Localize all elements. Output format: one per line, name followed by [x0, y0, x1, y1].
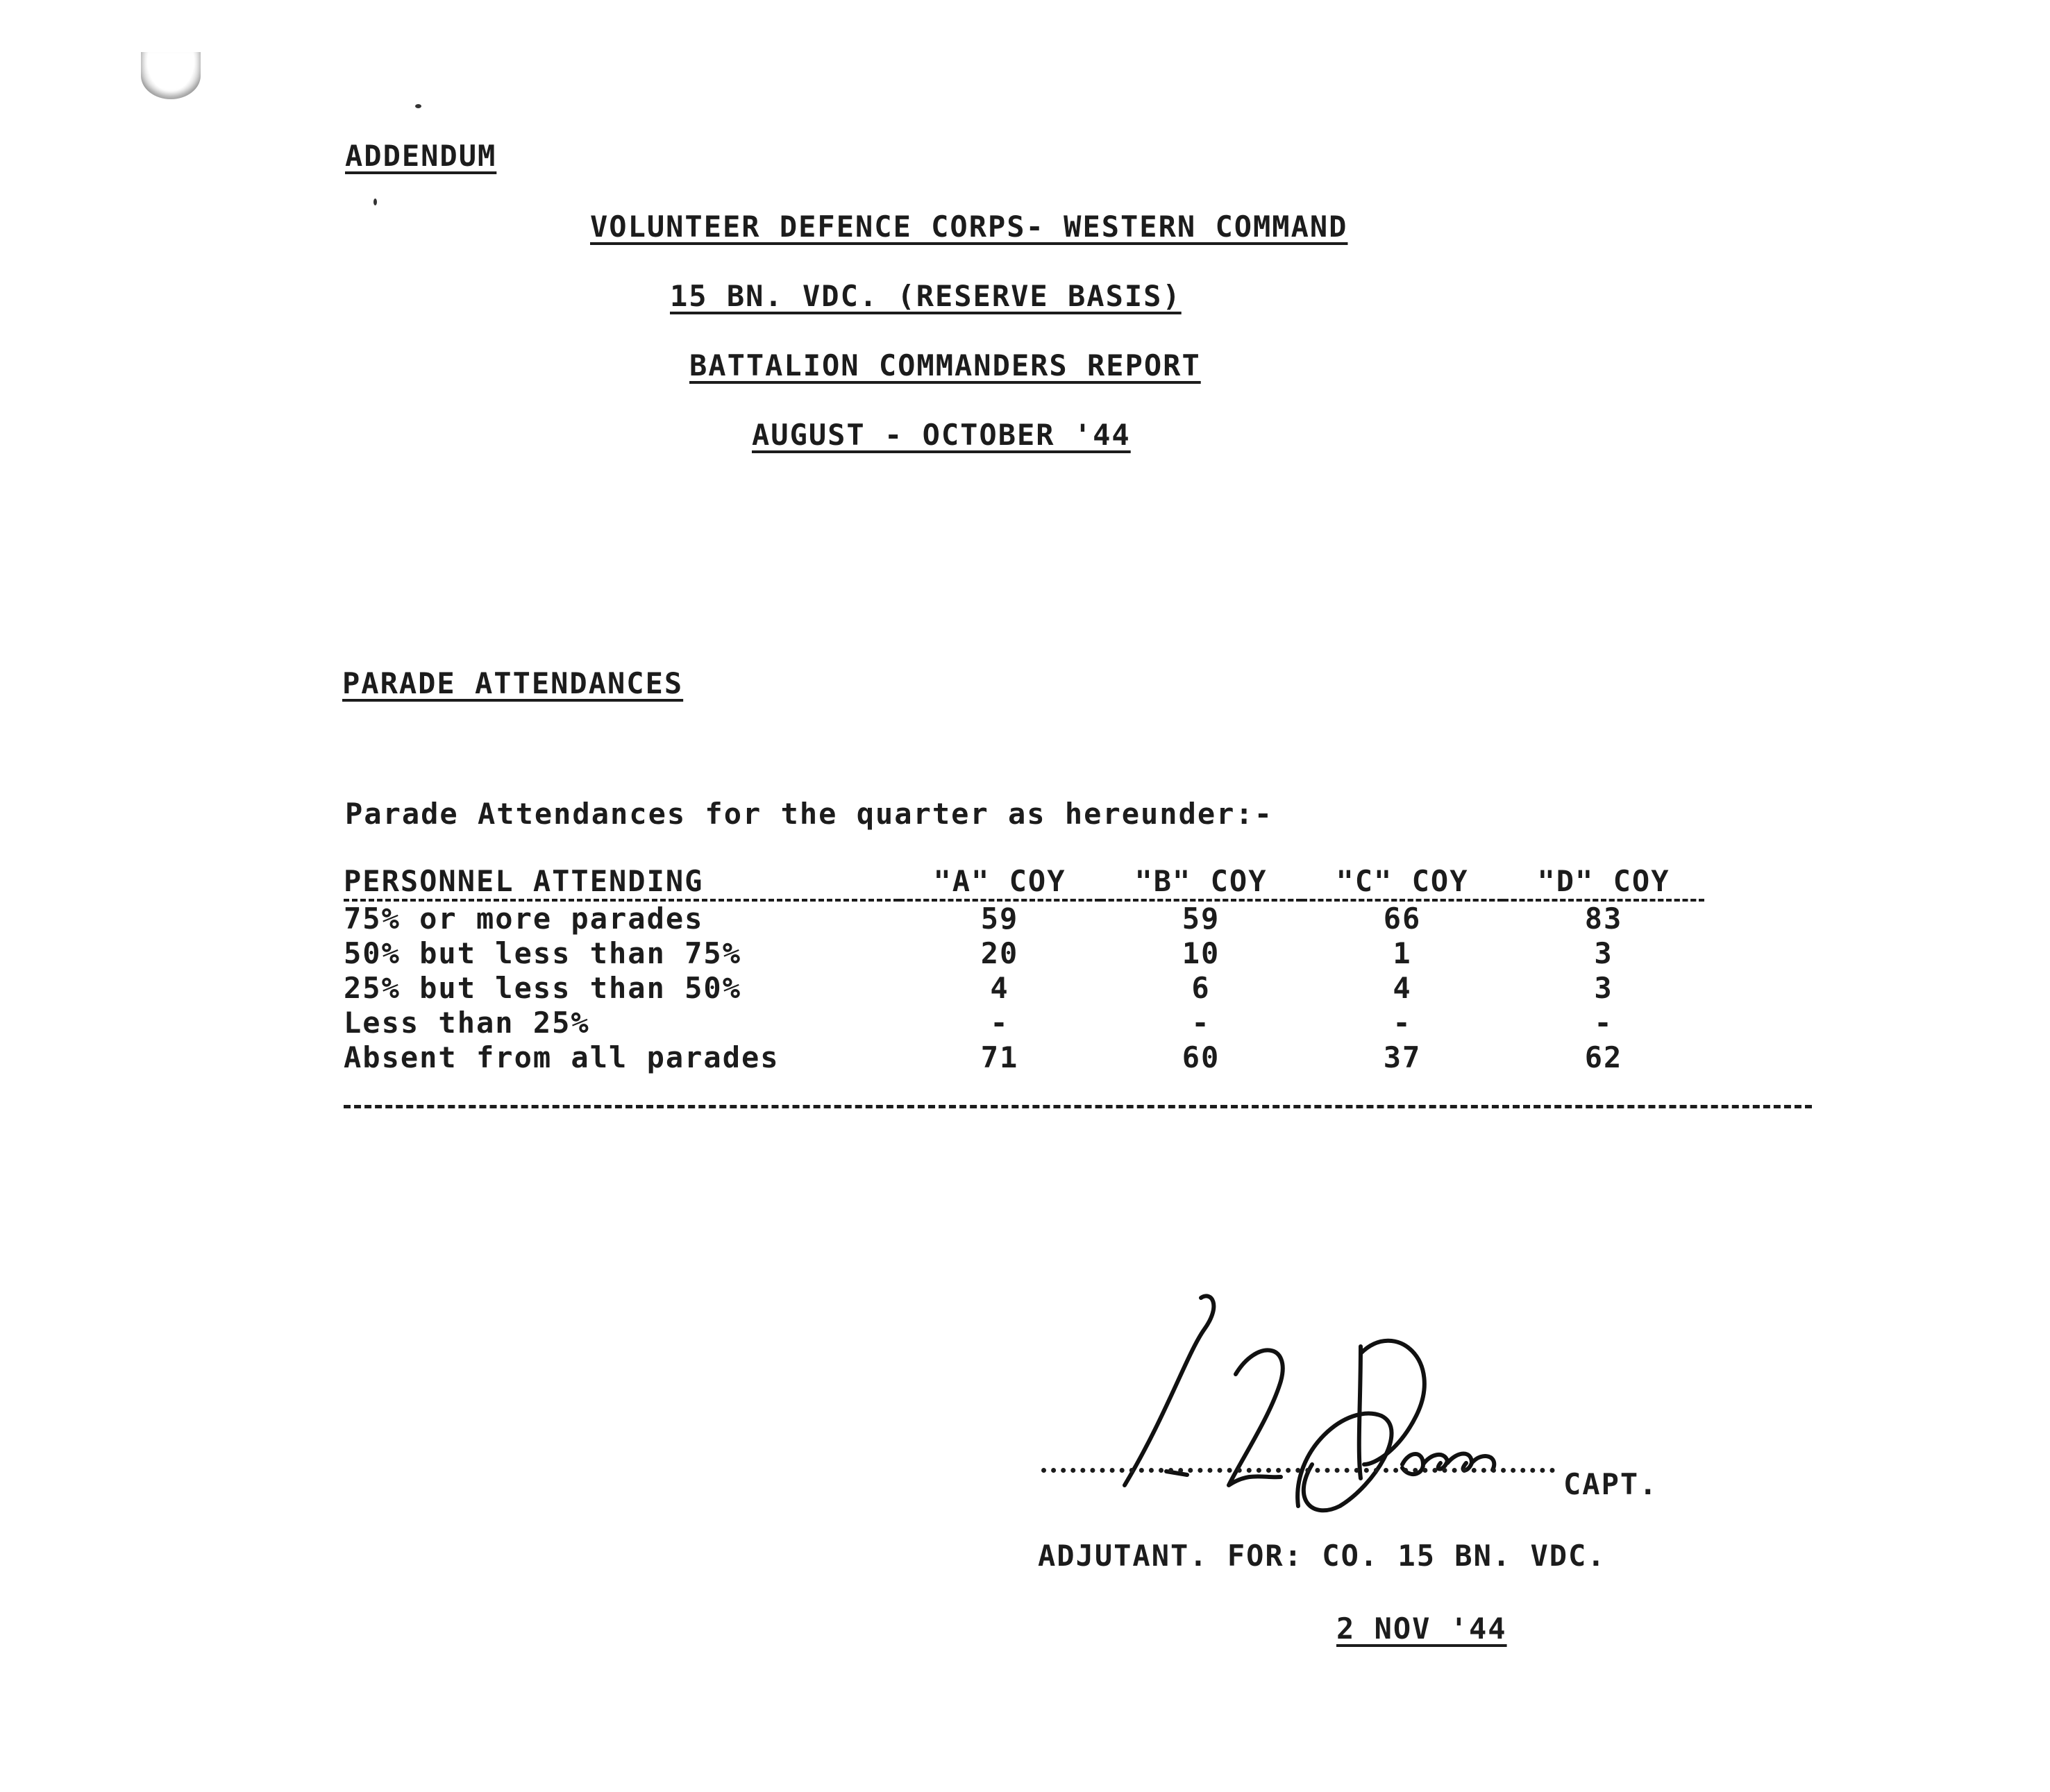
column-header-c-coy: "C" COY [1302, 864, 1503, 900]
report-date: 2 NOV '44 [1336, 1612, 1507, 1646]
handwritten-signature [1083, 1277, 1555, 1541]
column-header-a-coy: "A" COY [899, 864, 1100, 900]
cell-b-coy: 60 [1182, 1040, 1220, 1074]
row-label: Absent from all parades [344, 1040, 780, 1074]
signatory-title: ADJUTANT. FOR: CO. 15 BN. VDC. [1038, 1539, 1606, 1573]
table-row [344, 1006, 1704, 1040]
row-label: 75% or more parades [344, 902, 704, 936]
signature-line [1041, 1468, 1555, 1473]
section-title: PARADE ATTENDANCES [342, 666, 684, 700]
cell-a-coy: 4 [990, 971, 1009, 1005]
signatory-rank: CAPT. [1563, 1467, 1658, 1501]
ink-speck [373, 198, 377, 205]
document-heading-line2: 15 BN. VDC. (RESERVE BASIS) [670, 279, 1182, 313]
cell-c-coy: 37 [1383, 1040, 1422, 1074]
table-row [344, 900, 1704, 936]
document-heading-line4: AUGUST - OCTOBER '44 [752, 418, 1131, 452]
cell-b-coy: 6 [1191, 971, 1211, 1005]
document-heading-line1: VOLUNTEER DEFENCE CORPS- WESTERN COMMAND [590, 210, 1348, 244]
cell-b-coy: - [1191, 1006, 1211, 1040]
attendance-table [344, 864, 1704, 1075]
cell-c-coy: 66 [1383, 902, 1422, 936]
cell-a-coy: - [990, 1006, 1009, 1040]
cell-c-coy: 4 [1393, 971, 1412, 1005]
row-label: 50% but less than 75% [344, 936, 742, 970]
cell-c-coy: 1 [1393, 936, 1412, 970]
section-intro: Parade Attendances for the quarter as hereunder:- [345, 797, 1274, 831]
cell-c-coy: - [1393, 1006, 1412, 1040]
addendum-label: ADDENDUM [345, 139, 497, 173]
cell-b-coy: 59 [1182, 902, 1220, 936]
table-row [344, 936, 1704, 971]
table-row [344, 1040, 1704, 1075]
table-row [344, 971, 1704, 1006]
ink-speck [415, 104, 421, 108]
table-end-rule [344, 1105, 1812, 1108]
cell-d-coy: 3 [1594, 936, 1613, 970]
cell-a-coy: 71 [980, 1040, 1019, 1074]
cell-d-coy: 83 [1584, 902, 1623, 936]
column-header-personnel: PERSONNEL ATTENDING [344, 864, 899, 900]
cell-a-coy: 20 [980, 936, 1019, 970]
row-label: 25% but less than 50% [344, 971, 742, 1005]
column-header-b-coy: "B" COY [1100, 864, 1302, 900]
punch-hole [141, 52, 201, 99]
cell-b-coy: 10 [1182, 936, 1220, 970]
cell-a-coy: 59 [980, 902, 1019, 936]
column-header-d-coy: "D" COY [1503, 864, 1704, 900]
cell-d-coy: - [1594, 1006, 1613, 1040]
cell-d-coy: 3 [1594, 971, 1613, 1005]
row-label: Less than 25% [344, 1006, 590, 1040]
document-heading-line3: BATTALION COMMANDERS REPORT [689, 348, 1201, 382]
table-header-row [344, 864, 1704, 900]
cell-d-coy: 62 [1584, 1040, 1623, 1074]
